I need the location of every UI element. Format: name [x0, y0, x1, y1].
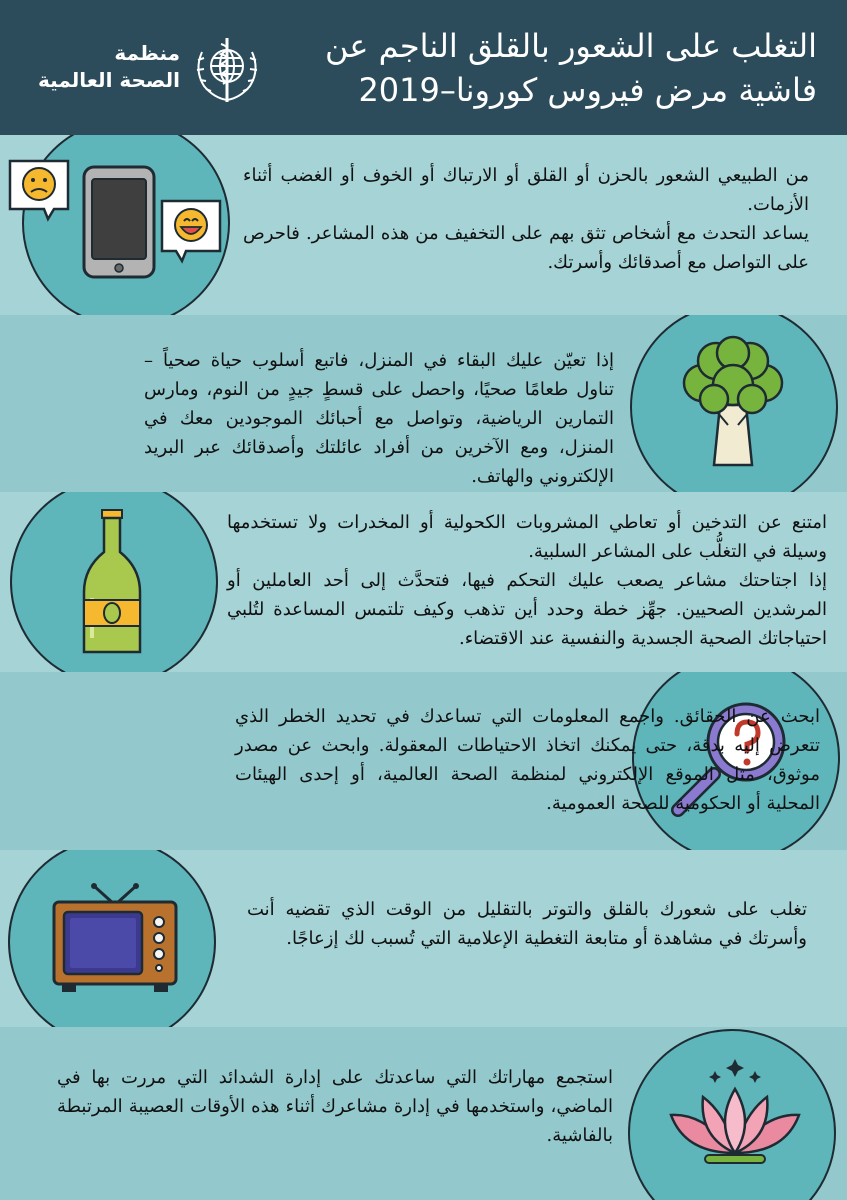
- who-emblem-icon: [188, 30, 266, 108]
- who-org-name-line2: الصحة العالمية: [38, 68, 180, 92]
- section-text: [247, 895, 807, 953]
- paragraph: من الطبيعي الشعور بالحزن أو القلق أو الارتباك أو الخوف أو الغضب أثناء الأزمات.: [243, 165, 809, 215]
- section-use-skills: [0, 1027, 847, 1200]
- section-text: [235, 702, 820, 818]
- section-get-facts: [0, 672, 847, 850]
- paragraph: إذا اجتاحتك مشاعر يصعب عليك التحكم فيها، فتحدَّث إلى أحد العاملين أو المرشدين الصحيين. جهِّز خطة وحدد أين تذهب وكيف تلتمس المساعدة لتُلبي احتياجاتك الصحية الجسدية والنفسية عند الاقتضاء.: [227, 570, 827, 649]
- paragraph: تغلب على شعورك بالقلق والتوتر بالتقليل من الوقت الذي تقضيه أنت وأسرتك في مشاهدة أو متابعة التغطية الإعلامية التي تُسبب لك إزعاجًا.: [247, 899, 807, 949]
- section-text: [227, 508, 827, 653]
- television-icon: [50, 882, 180, 997]
- header-banner: [0, 0, 847, 135]
- section-healthy-lifestyle: [0, 315, 847, 492]
- section-talk-to-people: [0, 135, 847, 315]
- section-avoid-substances: [0, 492, 847, 672]
- paragraph: يساعد التحدث مع أشخاص تثق بهم على التخفيف من هذه المشاعر. فاحرص على التواصل مع أصدقائك وأسرتك.: [243, 223, 809, 273]
- section-limit-media: [0, 850, 847, 1027]
- smartphone-emoji-icon: [6, 157, 246, 287]
- paragraph: إذا تعيّن عليك البقاء في المنزل، فاتبع أسلوب حياة صحياً – تناول طعامًا صحيًا، واحصل على قسطٍ جيدٍ من النوم، ومارس التمارين الرياضية، وتواصل مع أحبائك الموجودين معك في المنزل، ومع الآخرين من أفراد عائلتك وأصدقائك عبر البريد الإلكتروني والهاتف.: [144, 350, 614, 487]
- who-org-name-line1: منظمة: [114, 41, 180, 65]
- bottle-icon: [82, 508, 142, 658]
- paragraph: امتنع عن التدخين أو تعاطي المشروبات الكحولية أو المخدرات ولا تستخدمها وسيلة في التغلُّب على المشاعر السلبية.: [227, 512, 827, 562]
- page-title: [297, 24, 817, 112]
- section-text: [144, 346, 614, 491]
- lotus-icon: [665, 1057, 805, 1177]
- page-title-line1: التغلب على الشعور بالقلق الناجم عن: [324, 27, 817, 65]
- who-org-name: [10, 40, 180, 94]
- section-text: [243, 161, 809, 277]
- page-title-line2: فاشية مرض فيروس كورونا–2019: [358, 71, 817, 109]
- broccoli-icon: [678, 335, 788, 475]
- paragraph: استجمع مهاراتك التي ساعدتك على إدارة الشدائد التي مررت بها في الماضي، واستخدمها في إدارة مشاعرك أثناء هذه الأوقات العصيبة المرتبطة بالفاشية.: [57, 1067, 613, 1146]
- paragraph: ابحث عن الحقائق. واجمع المعلومات التي تساعدك في تحديد الخطر الذي تتعرض إليه بدقة، حتى يمكنك اتخاذ الاحتياطات المعقولة. وابحث عن مصدر موثوق، مثل الموقع الإلكتروني لمنظمة الصحة العالمية، أو إحدى الهيئات المحلية أو الحكومية للصحة العمومية.: [235, 706, 820, 814]
- section-text: [57, 1063, 613, 1150]
